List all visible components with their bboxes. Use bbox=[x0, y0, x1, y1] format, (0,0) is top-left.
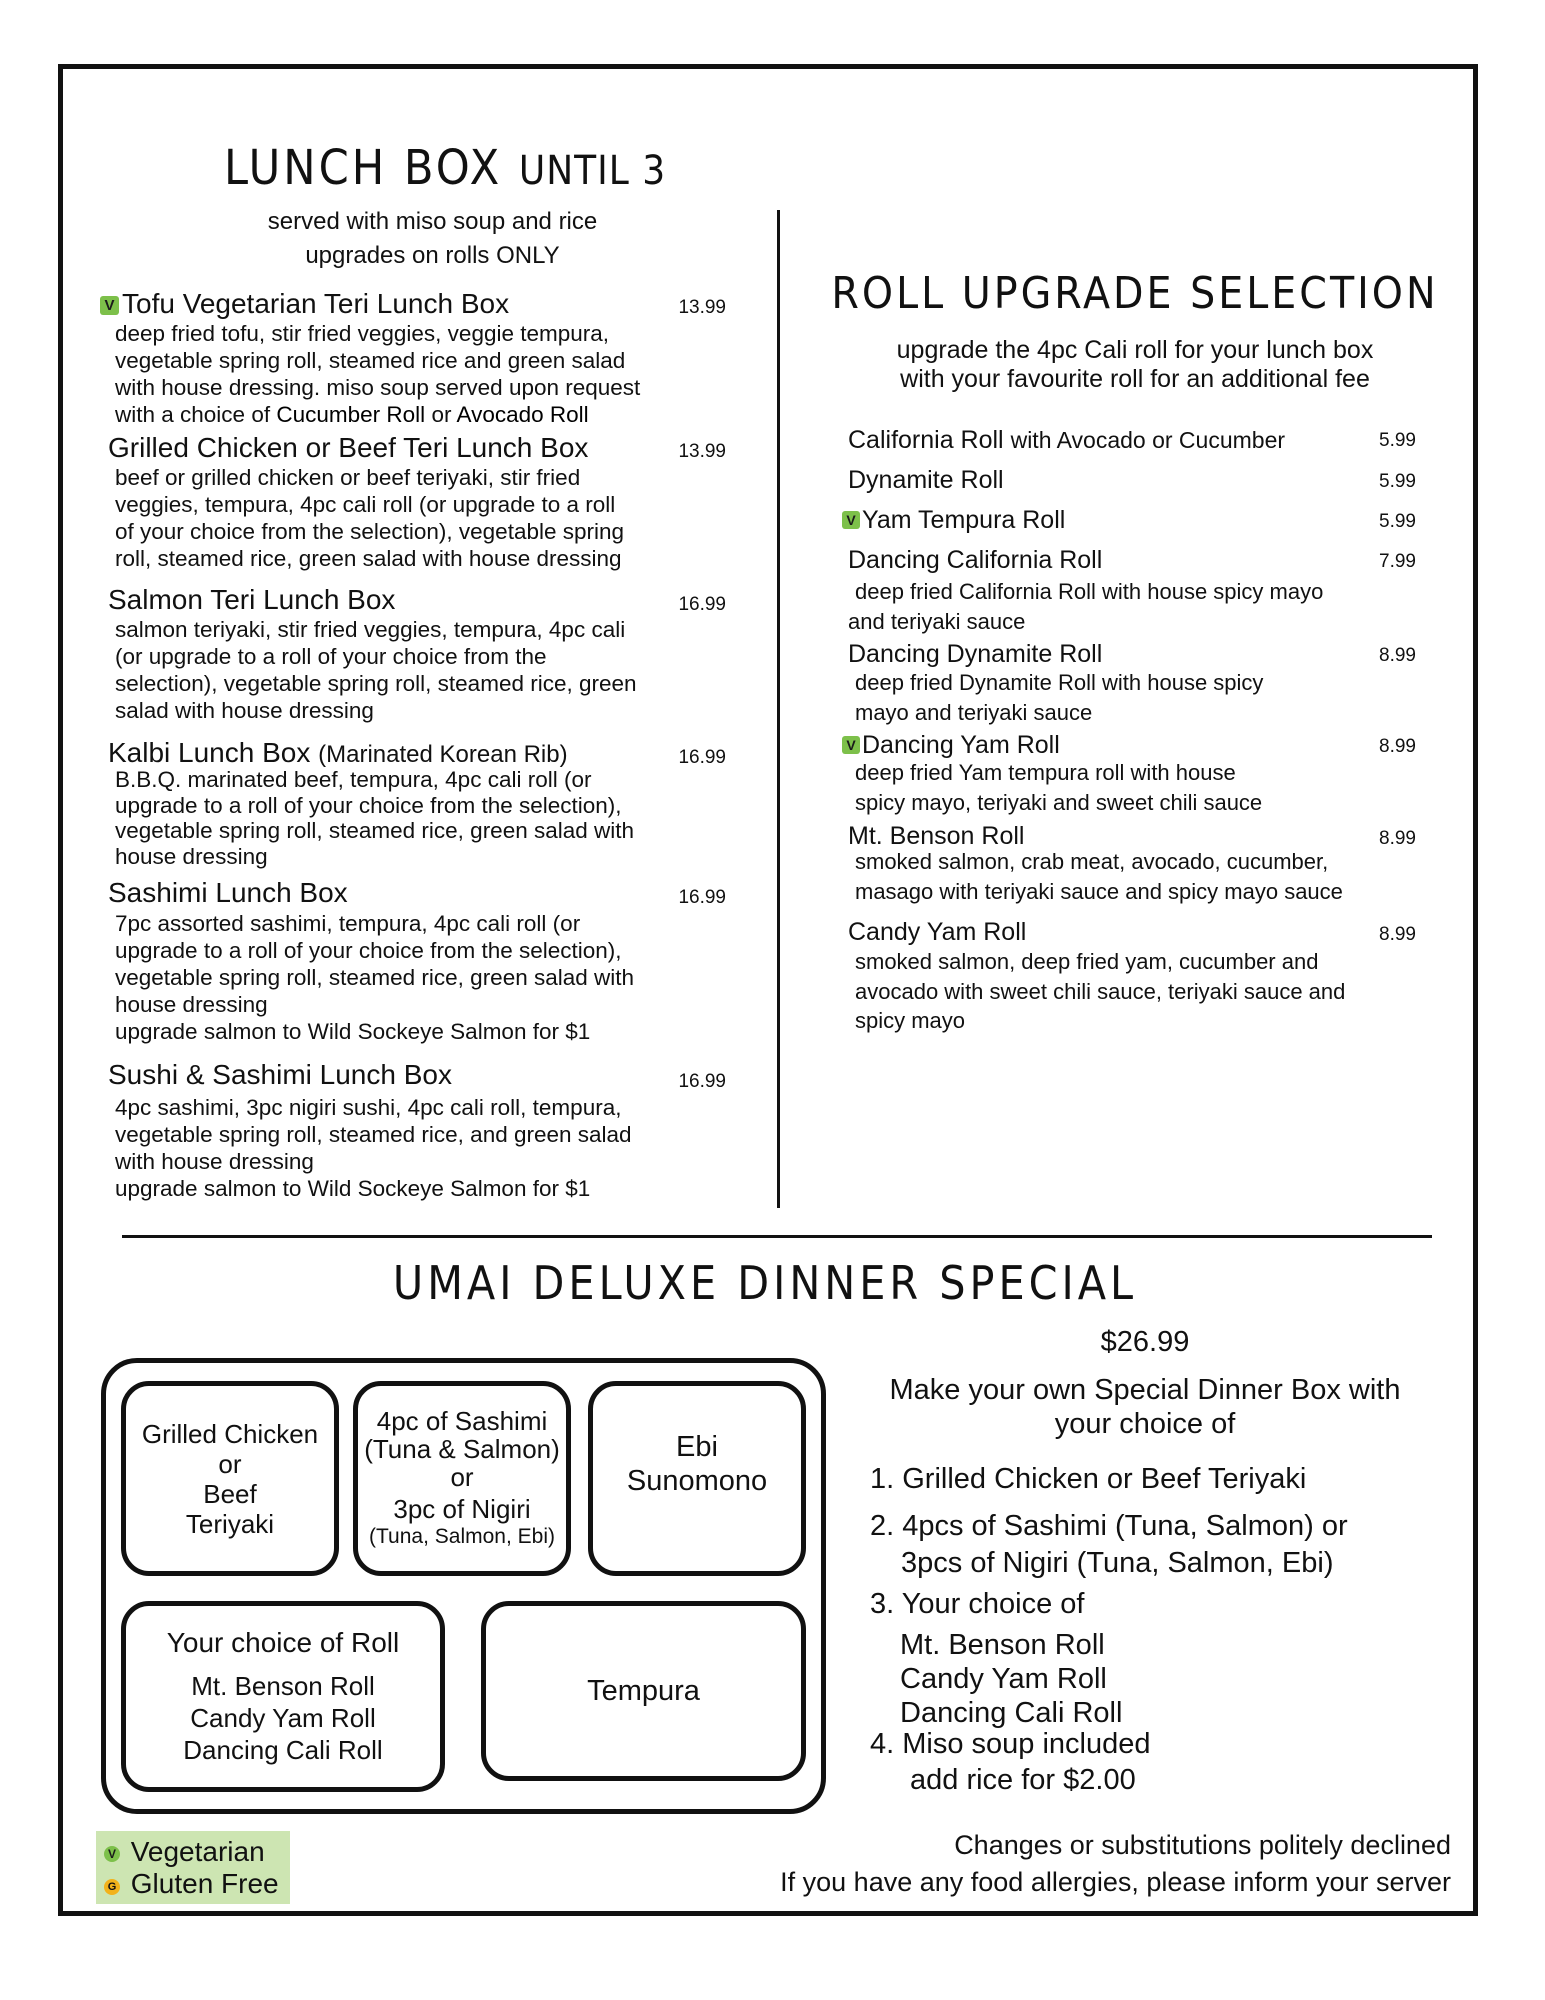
desc-line: avocado with sweet chili sauce, teriyaki sauce and bbox=[855, 978, 1346, 1004]
desc-line: masago with teriyaki sauce and spicy mayo sauce bbox=[855, 879, 1343, 904]
dinner-price: $26.99 bbox=[1100, 1326, 1190, 1358]
box-line: Ebi bbox=[676, 1430, 718, 1463]
box-line: or bbox=[218, 1448, 242, 1479]
lunch-title bbox=[224, 140, 666, 196]
roll-item-price: 8.99 bbox=[1379, 924, 1416, 945]
desc-line: vegetable spring roll, steamed rice and green salad bbox=[115, 348, 626, 373]
choice-prefix: with a choice of bbox=[115, 402, 271, 427]
lunch-item-price: 16.99 bbox=[678, 747, 726, 768]
choice-cucumber-roll: Cucumber Roll bbox=[276, 402, 426, 427]
lunch-item-price: 16.99 bbox=[678, 594, 726, 615]
box-line: (Tuna & Salmon) bbox=[364, 1433, 560, 1464]
lunch-item-desc bbox=[115, 320, 735, 428]
upgrade-subtitle-2: with your favourite roll for an additional fee bbox=[900, 365, 1370, 393]
bento-roll-box bbox=[121, 1601, 445, 1792]
roll-item-desc bbox=[855, 947, 1345, 1036]
desc-line: deep fried Yam tempura roll with house bbox=[855, 760, 1236, 785]
box-line-small: (Tuna, Salmon, Ebi) bbox=[369, 1524, 555, 1548]
lunch-item-name: Sashimi Lunch Box bbox=[108, 877, 348, 908]
box-line: Dancing Cali Roll bbox=[183, 1734, 383, 1765]
footer-allergies: If you have any food allergies, please inform your server bbox=[780, 1867, 1451, 1897]
roll-item-desc bbox=[855, 668, 1263, 728]
legend-vegetarian-label: Vegetarian bbox=[130, 1836, 265, 1867]
bento-sunomono-text bbox=[627, 1430, 767, 1498]
bento-sunomono-box bbox=[588, 1381, 806, 1576]
desc-line: upgrade salmon to Wild Sockeye Salmon for $1 bbox=[115, 1019, 591, 1044]
legend-gluten-free-label: Gluten Free bbox=[130, 1868, 279, 1899]
desc-line: of your choice from the selection), vegetable spring bbox=[115, 519, 625, 544]
roll-item-desc bbox=[855, 847, 1343, 907]
desc-line: 4pc sashimi, 3pc nigiri sushi, 4pc cali roll, tempura, bbox=[115, 1095, 622, 1120]
bento-teriyaki-text bbox=[142, 1419, 318, 1539]
desc-line: spicy mayo bbox=[855, 1008, 966, 1033]
roll-item-price: 8.99 bbox=[1379, 736, 1416, 757]
step-roll-line: Candy Yam Roll bbox=[900, 1663, 1107, 1695]
roll-item-name bbox=[842, 731, 1060, 760]
bento-tempura-box: Tempura bbox=[481, 1601, 806, 1781]
roll-5-name: Dancing Yam Roll bbox=[862, 731, 1060, 759]
desc-line: salad with house dressing bbox=[115, 698, 374, 723]
dinner-step-1: 1. Grilled Chicken or Beef Teriyaki bbox=[870, 1463, 1307, 1495]
desc-line: upgrade salmon to Wild Sockeye Salmon for $1 bbox=[115, 1176, 591, 1201]
lunch-item-desc bbox=[115, 1094, 735, 1202]
roll-item-name: Candy Yam Roll bbox=[848, 918, 1027, 946]
lunch-item-price: 13.99 bbox=[678, 441, 726, 462]
legend-gluten-free bbox=[104, 1868, 279, 1900]
lunch-subtitle-2: upgrades on rolls ONLY bbox=[305, 242, 560, 269]
desc-line: upgrade to a roll of your choice from the selection), bbox=[115, 792, 622, 818]
roll-0-name: California Roll bbox=[848, 426, 1004, 454]
lunch-item-name: Sushi & Sashimi Lunch Box bbox=[108, 1059, 452, 1090]
section-divider bbox=[122, 1235, 1432, 1238]
roll-item-name: Dancing California Roll bbox=[848, 546, 1103, 574]
desc-line: vegetable spring roll, steamed rice, green salad with bbox=[115, 965, 635, 990]
desc-line: veggies, tempura, 4pc cali roll (or upgrade to a roll bbox=[115, 492, 616, 517]
desc-line: house dressing bbox=[115, 992, 268, 1017]
bento-roll-text bbox=[167, 1628, 399, 1766]
vegetarian-icon: V bbox=[842, 511, 860, 529]
desc-line: beef or grilled chicken or beef teriyaki, stir fried bbox=[115, 465, 581, 490]
roll-item-name: Dancing Dynamite Roll bbox=[848, 640, 1103, 668]
roll-item-price: 7.99 bbox=[1379, 551, 1416, 572]
intro-line: your choice of bbox=[1054, 1408, 1236, 1440]
desc-line: with house dressing. miso soup served upon request bbox=[115, 375, 641, 400]
roll-2-name: Yam Tempura Roll bbox=[862, 506, 1066, 534]
footer-substitutions: Changes or substitutions politely declined bbox=[954, 1830, 1451, 1860]
lunch-item-price: 16.99 bbox=[678, 887, 726, 908]
desc-line: mayo and teriyaki sauce bbox=[855, 700, 1093, 725]
lunch-item-desc bbox=[115, 767, 735, 869]
roll-item-price: 8.99 bbox=[1379, 645, 1416, 666]
box-line: Mt. Benson Roll bbox=[191, 1670, 375, 1701]
choice-avocado-roll: Avocado Roll bbox=[456, 402, 589, 427]
dinner-step-4b: add rice for $2.00 bbox=[910, 1764, 1136, 1796]
roll-item-price: 5.99 bbox=[1379, 511, 1416, 532]
lunch-item-name: Salmon Teri Lunch Box bbox=[108, 584, 396, 615]
desc-line: upgrade to a roll of your choice from the selection), bbox=[115, 938, 622, 963]
desc-line: vegetable spring roll, steamed rice, green salad with bbox=[115, 818, 635, 843]
dinner-step-4: 4. Miso soup included bbox=[870, 1728, 1151, 1760]
lunch-item-price: 16.99 bbox=[678, 1071, 726, 1092]
box-heading: Your choice of Roll bbox=[166, 1626, 400, 1658]
lunch-item-3-note: (Marinated Korean Rib) bbox=[318, 741, 568, 768]
desc-line: smoked salmon, crab meat, avocado, cucumber, bbox=[855, 849, 1329, 874]
roll-item-price: 5.99 bbox=[1379, 471, 1416, 492]
dinner-step-3-rolls bbox=[900, 1628, 1122, 1730]
lunch-subtitle-1: served with miso soup and rice bbox=[267, 208, 598, 235]
desc-line: (or upgrade to a roll of your choice from the bbox=[115, 644, 547, 669]
lunch-item-name bbox=[100, 288, 509, 320]
step-roll-line: Dancing Cali Roll bbox=[900, 1697, 1123, 1729]
lunch-item-3-name: Kalbi Lunch Box bbox=[108, 737, 311, 768]
vegetarian-icon: V bbox=[100, 296, 119, 315]
lunch-item-price: 13.99 bbox=[678, 297, 726, 318]
dinner-step-3: 3. Your choice of bbox=[870, 1588, 1085, 1620]
desc-line: house dressing bbox=[115, 843, 268, 869]
desc-line bbox=[115, 401, 735, 428]
upgrade-subtitle-1: upgrade the 4pc Cali roll for your lunch box bbox=[896, 336, 1374, 364]
vegetarian-icon: V bbox=[104, 1846, 120, 1862]
diet-legend bbox=[96, 1831, 290, 1904]
roll-item-name bbox=[842, 506, 1065, 535]
lunch-title-main: LUNCH BOX bbox=[224, 140, 503, 196]
desc-line: 7pc assorted sashimi, tempura, 4pc cali roll (or bbox=[115, 911, 581, 936]
box-line: Sunomono bbox=[626, 1464, 768, 1497]
desc-line: vegetable spring roll, steamed rice, and green salad bbox=[115, 1122, 632, 1147]
intro-line: Make your own Special Dinner Box with bbox=[889, 1374, 1401, 1406]
lunch-item-0-name: Tofu Vegetarian Teri Lunch Box bbox=[122, 288, 510, 319]
lunch-item-desc bbox=[115, 910, 735, 1045]
dinner-step-2b: 3pcs of Nigiri (Tuna, Salmon, Ebi) bbox=[901, 1547, 1334, 1579]
roll-item-name: Dynamite Roll bbox=[848, 466, 1004, 494]
box-line: Candy Yam Roll bbox=[190, 1702, 376, 1733]
lunch-item-name bbox=[108, 737, 568, 769]
legend-vegetarian bbox=[104, 1836, 265, 1868]
desc-line: selection), vegetable spring roll, steamed rice, green bbox=[115, 671, 637, 696]
roll-item-desc bbox=[855, 758, 1262, 818]
column-divider bbox=[777, 210, 780, 1208]
box-line: or bbox=[450, 1461, 474, 1492]
dinner-step-2: 2. 4pcs of Sashimi (Tuna, Salmon) or bbox=[870, 1510, 1348, 1542]
desc-line: deep fried Dynamite Roll with house spicy bbox=[855, 670, 1264, 695]
desc-line: deep fried tofu, stir fried veggies, veggie tempura, bbox=[115, 321, 610, 346]
dinner-title: UMAI DELUXE DINNER SPECIAL bbox=[392, 1256, 1138, 1310]
gluten-free-icon: G bbox=[104, 1879, 120, 1895]
box-line: Grilled Chicken bbox=[141, 1418, 319, 1449]
roll-0-note: with Avocado or Cucumber bbox=[1010, 427, 1286, 453]
roll-item-price: 5.99 bbox=[1379, 430, 1416, 451]
bento-sashimi-text bbox=[364, 1407, 560, 1551]
lunch-item-desc bbox=[115, 464, 735, 572]
desc-line: smoked salmon, deep fried yam, cucumber and bbox=[855, 949, 1319, 974]
desc-line: with house dressing bbox=[115, 1149, 314, 1174]
box-line: 4pc of Sashimi bbox=[376, 1405, 548, 1436]
upgrade-title: ROLL UPGRADE SELECTION bbox=[831, 268, 1439, 319]
roll-item-price: 8.99 bbox=[1379, 828, 1416, 849]
vegetarian-icon: V bbox=[842, 736, 860, 754]
step-roll-line: Mt. Benson Roll bbox=[900, 1629, 1105, 1661]
lunch-item-name: Grilled Chicken or Beef Teri Lunch Box bbox=[108, 432, 589, 463]
choice-or: or bbox=[431, 402, 452, 427]
dinner-intro bbox=[845, 1373, 1445, 1441]
roll-item-desc-line: and teriyaki sauce bbox=[848, 609, 1026, 634]
roll-item-name: Mt. Benson Roll bbox=[848, 822, 1025, 850]
box-line: 3pc of Nigiri bbox=[393, 1493, 531, 1524]
roll-item-desc-line: deep fried California Roll with house spicy mayo bbox=[855, 579, 1324, 604]
lunch-item-desc bbox=[115, 616, 735, 724]
lunch-title-until: UNTIL 3 bbox=[518, 148, 667, 194]
bento-teriyaki-box bbox=[121, 1381, 339, 1576]
box-line: Teriyaki bbox=[185, 1508, 275, 1539]
desc-line: B.B.Q. marinated beef, tempura, 4pc cali roll (or bbox=[115, 767, 592, 792]
bento-sashimi-box bbox=[353, 1381, 571, 1576]
desc-line: salmon teriyaki, stir fried veggies, tempura, 4pc cali bbox=[115, 617, 626, 642]
roll-item-name bbox=[848, 426, 1285, 455]
desc-line: spicy mayo, teriyaki and sweet chili sauce bbox=[855, 790, 1263, 815]
box-line: Beef bbox=[203, 1478, 257, 1509]
desc-line: roll, steamed rice, green salad with house dressing bbox=[115, 546, 622, 571]
